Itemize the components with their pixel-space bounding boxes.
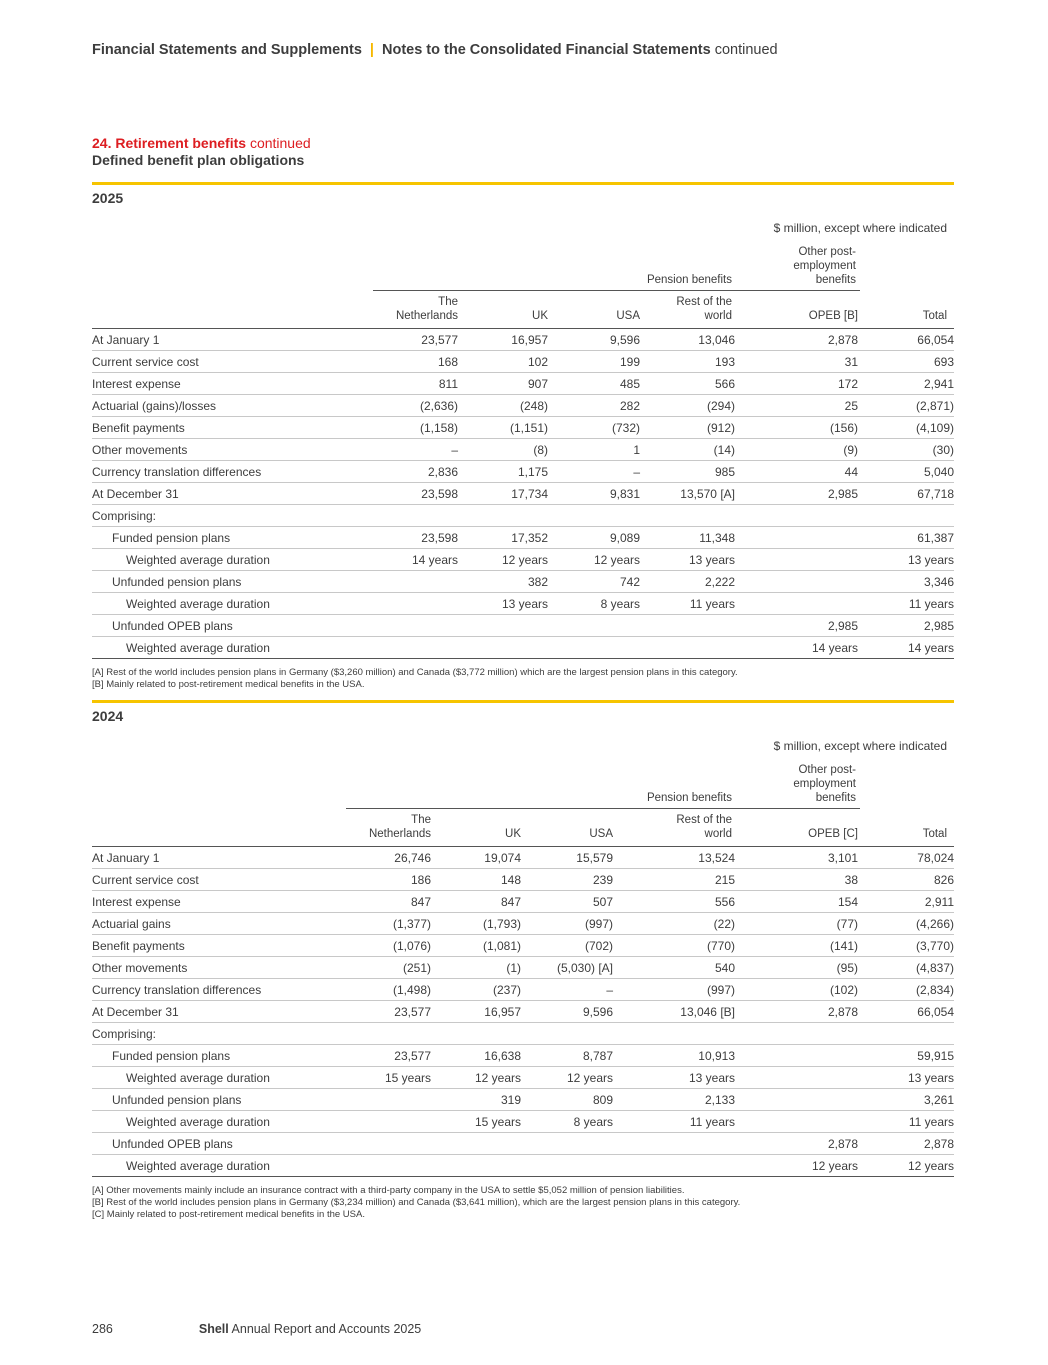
- header-subsection: Notes to the Consolidated Financial Statements: [381, 42, 711, 58]
- cell-row: 11 years: [613, 1111, 735, 1133]
- footnote-b: [B] Rest of the world includes pension plans in Germany ($3,234 million) and Canada ($3,641 million), which are the largest pension plans in this category.: [92, 1197, 741, 1208]
- table-row: [92, 1089, 954, 1111]
- running-header: [92, 42, 778, 58]
- group-header-pension: Pension benefits: [646, 792, 732, 804]
- cell-row: [613, 1133, 735, 1155]
- cell-nl: (1,076): [346, 935, 431, 957]
- cell-nl: [373, 615, 458, 637]
- row-label: At December 31: [92, 483, 373, 505]
- table-row: [92, 1001, 954, 1023]
- table-row: [92, 869, 954, 891]
- cell-total: [858, 505, 954, 527]
- cell-row: [640, 505, 735, 527]
- col-header-total: Total: [922, 828, 947, 840]
- row-label: Benefit payments: [92, 935, 346, 957]
- cell-total: 59,915: [858, 1045, 954, 1067]
- cell-nl: 847: [346, 891, 431, 913]
- cell-uk: (1,081): [431, 935, 521, 957]
- cell-uk: 16,957: [431, 1001, 521, 1023]
- cell-opeb: 38: [735, 869, 858, 891]
- cell-usa: –: [548, 461, 640, 483]
- row-label: Unfunded OPEB plans: [92, 615, 373, 637]
- cell-opeb: [735, 571, 858, 593]
- footnotes-2024: [92, 1185, 954, 1221]
- cell-total: 693: [858, 351, 954, 373]
- cell-uk: [458, 637, 548, 659]
- col-header-total: Total: [922, 310, 947, 322]
- cell-total: 11 years: [858, 593, 954, 615]
- pension-group-rule: [346, 808, 766, 809]
- cell-nl: (1,377): [346, 913, 431, 935]
- row-label: Current service cost: [92, 351, 373, 373]
- note-subtitle: Defined benefit plan obligations: [92, 152, 305, 168]
- cell-nl: 23,577: [346, 1001, 431, 1023]
- cell-uk: [458, 505, 548, 527]
- cell-uk: [458, 615, 548, 637]
- cell-opeb: 154: [735, 891, 858, 913]
- cell-usa: [521, 1155, 613, 1177]
- year-heading: 2024: [92, 708, 124, 724]
- row-label: Current service cost: [92, 869, 346, 891]
- cell-usa: 12 years: [521, 1067, 613, 1089]
- cell-nl: 15 years: [346, 1067, 431, 1089]
- header-continued: continued: [714, 42, 778, 58]
- table-row: [92, 593, 954, 615]
- cell-total: (4,109): [858, 417, 954, 439]
- row-label: At January 1: [92, 329, 373, 351]
- cell-row: 556: [613, 891, 735, 913]
- cell-total: 13 years: [858, 549, 954, 571]
- table-row: [92, 395, 954, 417]
- cell-uk: 19,074: [431, 847, 521, 869]
- cell-opeb: 14 years: [735, 637, 858, 659]
- page-number: 286: [92, 1322, 113, 1336]
- table-row: [92, 1023, 954, 1045]
- cell-opeb: (156): [735, 417, 858, 439]
- table-row: [92, 527, 954, 549]
- row-label: Unfunded OPEB plans: [92, 1133, 346, 1155]
- table-row: [92, 1067, 954, 1089]
- row-label: Weighted average duration: [92, 1067, 346, 1089]
- row-label: Other movements: [92, 957, 346, 979]
- cell-opeb: 31: [735, 351, 858, 373]
- cell-nl: [373, 593, 458, 615]
- unit-note: $ million, except where indicated: [773, 739, 947, 753]
- cell-total: 3,346: [858, 571, 954, 593]
- cell-row: 11,348: [640, 527, 735, 549]
- cell-uk: [431, 1155, 521, 1177]
- table-row: [92, 505, 954, 527]
- cell-total: 3,261: [858, 1089, 954, 1111]
- table-row: [92, 615, 954, 637]
- cell-uk: 1,175: [458, 461, 548, 483]
- cell-row: 13 years: [613, 1067, 735, 1089]
- cell-usa: (997): [521, 913, 613, 935]
- opeb-group-rule: [766, 290, 860, 291]
- cell-nl: (251): [346, 957, 431, 979]
- cell-row: 13,046: [640, 329, 735, 351]
- cell-uk: 382: [458, 571, 548, 593]
- table-row: [92, 979, 954, 1001]
- cell-total: (4,266): [858, 913, 954, 935]
- cell-uk: (248): [458, 395, 548, 417]
- cell-row: 215: [613, 869, 735, 891]
- cell-uk: 16,957: [458, 329, 548, 351]
- row-label: Comprising:: [92, 505, 373, 527]
- cell-usa: [521, 1023, 613, 1045]
- cell-opeb: (141): [735, 935, 858, 957]
- cell-usa: 809: [521, 1089, 613, 1111]
- cell-usa: 9,831: [548, 483, 640, 505]
- footnote-a: [A] Rest of the world includes pension plans in Germany ($3,260 million) and Canada ($3,772 million) which are the largest pension plans in this category.: [92, 667, 738, 678]
- group-header-opeb: Other post-employment benefits: [793, 764, 856, 804]
- cell-opeb: 44: [735, 461, 858, 483]
- cell-opeb: [735, 1067, 858, 1089]
- cell-uk: 13 years: [458, 593, 548, 615]
- footnotes-2025: [92, 667, 954, 691]
- cell-nl: [373, 505, 458, 527]
- col-header-rest-of-world: Rest of the world: [676, 296, 732, 322]
- cell-row: (770): [613, 935, 735, 957]
- footer-title: Annual Report and Accounts 2025: [231, 1322, 422, 1336]
- cell-row: 13,046 [B]: [613, 1001, 735, 1023]
- cell-nl: 23,577: [373, 329, 458, 351]
- opeb-group-rule: [766, 808, 860, 809]
- cell-uk: 148: [431, 869, 521, 891]
- cell-usa: [521, 1133, 613, 1155]
- group-header-pension: Pension benefits: [646, 274, 732, 286]
- cell-row: 193: [640, 351, 735, 373]
- cell-nl: 168: [373, 351, 458, 373]
- cell-usa: 9,089: [548, 527, 640, 549]
- cell-uk: 102: [458, 351, 548, 373]
- group-header-opeb: Other post-employment benefits: [793, 246, 856, 286]
- pension-group-rule: [373, 290, 766, 291]
- cell-opeb: (77): [735, 913, 858, 935]
- table-row: [92, 329, 954, 351]
- cell-usa: 199: [548, 351, 640, 373]
- cell-total: 2,911: [858, 891, 954, 913]
- table-row: [92, 913, 954, 935]
- cell-total: 5,040: [858, 461, 954, 483]
- table-row: [92, 549, 954, 571]
- table-row: [92, 957, 954, 979]
- cell-total: (2,834): [858, 979, 954, 1001]
- cell-opeb: (9): [735, 439, 858, 461]
- cell-total: (4,837): [858, 957, 954, 979]
- cell-total: [858, 1023, 954, 1045]
- cell-total: (3,770): [858, 935, 954, 957]
- cell-opeb: [735, 1045, 858, 1067]
- col-header-opeb: OPEB [B]: [808, 310, 858, 322]
- cell-total: 13 years: [858, 1067, 954, 1089]
- row-label: Funded pension plans: [92, 527, 373, 549]
- cell-row: 13,524: [613, 847, 735, 869]
- table-row: [92, 461, 954, 483]
- year-heading: 2025: [92, 190, 124, 206]
- cell-usa: 239: [521, 869, 613, 891]
- cell-uk: 16,638: [431, 1045, 521, 1067]
- cell-row: (14): [640, 439, 735, 461]
- cell-usa: [548, 637, 640, 659]
- cell-usa: 15,579: [521, 847, 613, 869]
- cell-nl: (1,158): [373, 417, 458, 439]
- cell-opeb: [735, 1089, 858, 1111]
- cell-total: 78,024: [858, 847, 954, 869]
- table-row: [92, 417, 954, 439]
- row-label: Other movements: [92, 439, 373, 461]
- footer-brand: Shell: [198, 1322, 229, 1336]
- yellow-rule: [92, 182, 954, 185]
- cell-total: 2,878: [858, 1133, 954, 1155]
- cell-nl: 811: [373, 373, 458, 395]
- row-label: Unfunded pension plans: [92, 571, 373, 593]
- cell-total: 12 years: [858, 1155, 954, 1177]
- cell-nl: [346, 1155, 431, 1177]
- row-label: Comprising:: [92, 1023, 346, 1045]
- cell-usa: [548, 505, 640, 527]
- row-label: Currency translation differences: [92, 979, 346, 1001]
- cell-uk: [431, 1133, 521, 1155]
- cell-uk: (1,793): [431, 913, 521, 935]
- table-row: [92, 439, 954, 461]
- cell-uk: (8): [458, 439, 548, 461]
- table-row: [92, 637, 954, 659]
- table-block-2024: [92, 700, 954, 1173]
- cell-uk: 17,734: [458, 483, 548, 505]
- obligations-table-2024: [92, 846, 954, 1177]
- cell-row: (22): [613, 913, 735, 935]
- table-row: [92, 373, 954, 395]
- cell-nl: –: [373, 439, 458, 461]
- col-header-usa: USA: [616, 310, 640, 322]
- table-row: [92, 935, 954, 957]
- cell-usa: 12 years: [548, 549, 640, 571]
- cell-opeb: [735, 593, 858, 615]
- row-label: Actuarial gains: [92, 913, 346, 935]
- cell-nl: [346, 1111, 431, 1133]
- cell-usa: (5,030) [A]: [521, 957, 613, 979]
- col-header-opeb: OPEB [C]: [808, 828, 858, 840]
- cell-row: [613, 1155, 735, 1177]
- cell-row: 13,570 [A]: [640, 483, 735, 505]
- cell-total: (30): [858, 439, 954, 461]
- cell-row: 13 years: [640, 549, 735, 571]
- cell-uk: 907: [458, 373, 548, 395]
- cell-row: [640, 615, 735, 637]
- cell-opeb: 2,878: [735, 1001, 858, 1023]
- row-label: Weighted average duration: [92, 637, 373, 659]
- cell-total: 2,985: [858, 615, 954, 637]
- cell-uk: 17,352: [458, 527, 548, 549]
- cell-total: 67,718: [858, 483, 954, 505]
- cell-usa: 507: [521, 891, 613, 913]
- col-header-netherlands: The Netherlands: [368, 814, 431, 840]
- cell-nl: 23,598: [373, 483, 458, 505]
- cell-nl: 2,836: [373, 461, 458, 483]
- cell-row: 2,222: [640, 571, 735, 593]
- cell-uk: 319: [431, 1089, 521, 1111]
- cell-usa: 8 years: [548, 593, 640, 615]
- row-label: Interest expense: [92, 891, 346, 913]
- table-row: [92, 1045, 954, 1067]
- cell-row: 566: [640, 373, 735, 395]
- cell-total: 11 years: [858, 1111, 954, 1133]
- col-header-uk: UK: [505, 828, 521, 840]
- cell-row: 2,133: [613, 1089, 735, 1111]
- cell-opeb: 25: [735, 395, 858, 417]
- page-footer: [92, 1322, 421, 1336]
- cell-total: 61,387: [858, 527, 954, 549]
- col-header-netherlands: The Netherlands: [395, 296, 458, 322]
- cell-opeb: 2,985: [735, 615, 858, 637]
- cell-row: 10,913: [613, 1045, 735, 1067]
- col-header-rest-of-world: Rest of the world: [676, 814, 732, 840]
- cell-nl: [346, 1089, 431, 1111]
- cell-total: 2,941: [858, 373, 954, 395]
- yellow-rule: [92, 700, 954, 703]
- cell-row: (294): [640, 395, 735, 417]
- cell-opeb: 12 years: [735, 1155, 858, 1177]
- table-row: [92, 483, 954, 505]
- cell-total: 14 years: [858, 637, 954, 659]
- cell-total: 66,054: [858, 1001, 954, 1023]
- cell-nl: 23,598: [373, 527, 458, 549]
- cell-usa: –: [521, 979, 613, 1001]
- table-row: [92, 891, 954, 913]
- cell-opeb: [735, 549, 858, 571]
- table-block-2025: [92, 182, 954, 655]
- cell-row: [640, 637, 735, 659]
- obligations-table-2025: [92, 328, 954, 659]
- cell-opeb: 172: [735, 373, 858, 395]
- row-label: Weighted average duration: [92, 593, 373, 615]
- cell-nl: [346, 1133, 431, 1155]
- row-label: At December 31: [92, 1001, 346, 1023]
- header-separator: |: [369, 42, 374, 58]
- cell-uk: (1): [431, 957, 521, 979]
- cell-row: (912): [640, 417, 735, 439]
- row-label: Interest expense: [92, 373, 373, 395]
- row-label: At January 1: [92, 847, 346, 869]
- note-title: [92, 135, 311, 151]
- cell-row: [613, 1023, 735, 1045]
- table-row: [92, 1111, 954, 1133]
- cell-row: 540: [613, 957, 735, 979]
- table-row: [92, 1155, 954, 1177]
- cell-row: 11 years: [640, 593, 735, 615]
- footnote-c: [C] Mainly related to post-retirement medical benefits in the USA.: [92, 1209, 365, 1220]
- cell-nl: [373, 571, 458, 593]
- cell-opeb: (102): [735, 979, 858, 1001]
- cell-nl: 186: [346, 869, 431, 891]
- cell-nl: [346, 1023, 431, 1045]
- cell-usa: 1: [548, 439, 640, 461]
- unit-note: $ million, except where indicated: [773, 221, 947, 235]
- col-header-usa: USA: [589, 828, 613, 840]
- cell-nl: 14 years: [373, 549, 458, 571]
- cell-opeb: [735, 505, 858, 527]
- row-label: Currency translation differences: [92, 461, 373, 483]
- note-title-continued: continued: [249, 135, 311, 151]
- table-row: [92, 847, 954, 869]
- cell-uk: (237): [431, 979, 521, 1001]
- row-label: Funded pension plans: [92, 1045, 346, 1067]
- cell-opeb: [735, 1023, 858, 1045]
- cell-opeb: 2,878: [735, 329, 858, 351]
- note-title-text: 24. Retirement benefits: [92, 135, 247, 151]
- cell-usa: 9,596: [521, 1001, 613, 1023]
- cell-opeb: [735, 527, 858, 549]
- cell-nl: 26,746: [346, 847, 431, 869]
- table-row: [92, 571, 954, 593]
- row-label: Actuarial (gains)/losses: [92, 395, 373, 417]
- cell-uk: [431, 1023, 521, 1045]
- cell-usa: 8,787: [521, 1045, 613, 1067]
- footnote-b: [B] Mainly related to post-retirement medical benefits in the USA.: [92, 679, 365, 690]
- cell-opeb: 2,985: [735, 483, 858, 505]
- cell-uk: 847: [431, 891, 521, 913]
- cell-usa: 742: [548, 571, 640, 593]
- table-row: [92, 1133, 954, 1155]
- row-label: Unfunded pension plans: [92, 1089, 346, 1111]
- cell-opeb: (95): [735, 957, 858, 979]
- cell-total: 66,054: [858, 329, 954, 351]
- cell-nl: (1,498): [346, 979, 431, 1001]
- cell-usa: (702): [521, 935, 613, 957]
- cell-opeb: 3,101: [735, 847, 858, 869]
- cell-nl: (2,636): [373, 395, 458, 417]
- cell-usa: [548, 615, 640, 637]
- cell-uk: 12 years: [458, 549, 548, 571]
- cell-usa: 485: [548, 373, 640, 395]
- cell-uk: (1,151): [458, 417, 548, 439]
- cell-row: 985: [640, 461, 735, 483]
- row-label: Weighted average duration: [92, 549, 373, 571]
- cell-total: 826: [858, 869, 954, 891]
- cell-nl: 23,577: [346, 1045, 431, 1067]
- table-row: [92, 351, 954, 373]
- header-section: Financial Statements and Supplements: [92, 42, 362, 58]
- row-label: Weighted average duration: [92, 1155, 346, 1177]
- cell-row: (997): [613, 979, 735, 1001]
- footnote-a: [A] Other movements mainly include an insurance contract with a third-party company in the USA to settle $5,052 million of pension liabilities.: [92, 1185, 685, 1196]
- cell-uk: 15 years: [431, 1111, 521, 1133]
- col-header-uk: UK: [532, 310, 548, 322]
- row-label: Weighted average duration: [92, 1111, 346, 1133]
- cell-nl: [373, 637, 458, 659]
- cell-usa: 8 years: [521, 1111, 613, 1133]
- cell-usa: 282: [548, 395, 640, 417]
- cell-opeb: 2,878: [735, 1133, 858, 1155]
- cell-usa: 9,596: [548, 329, 640, 351]
- cell-uk: 12 years: [431, 1067, 521, 1089]
- cell-opeb: [735, 1111, 858, 1133]
- row-label: Benefit payments: [92, 417, 373, 439]
- cell-total: (2,871): [858, 395, 954, 417]
- cell-usa: (732): [548, 417, 640, 439]
